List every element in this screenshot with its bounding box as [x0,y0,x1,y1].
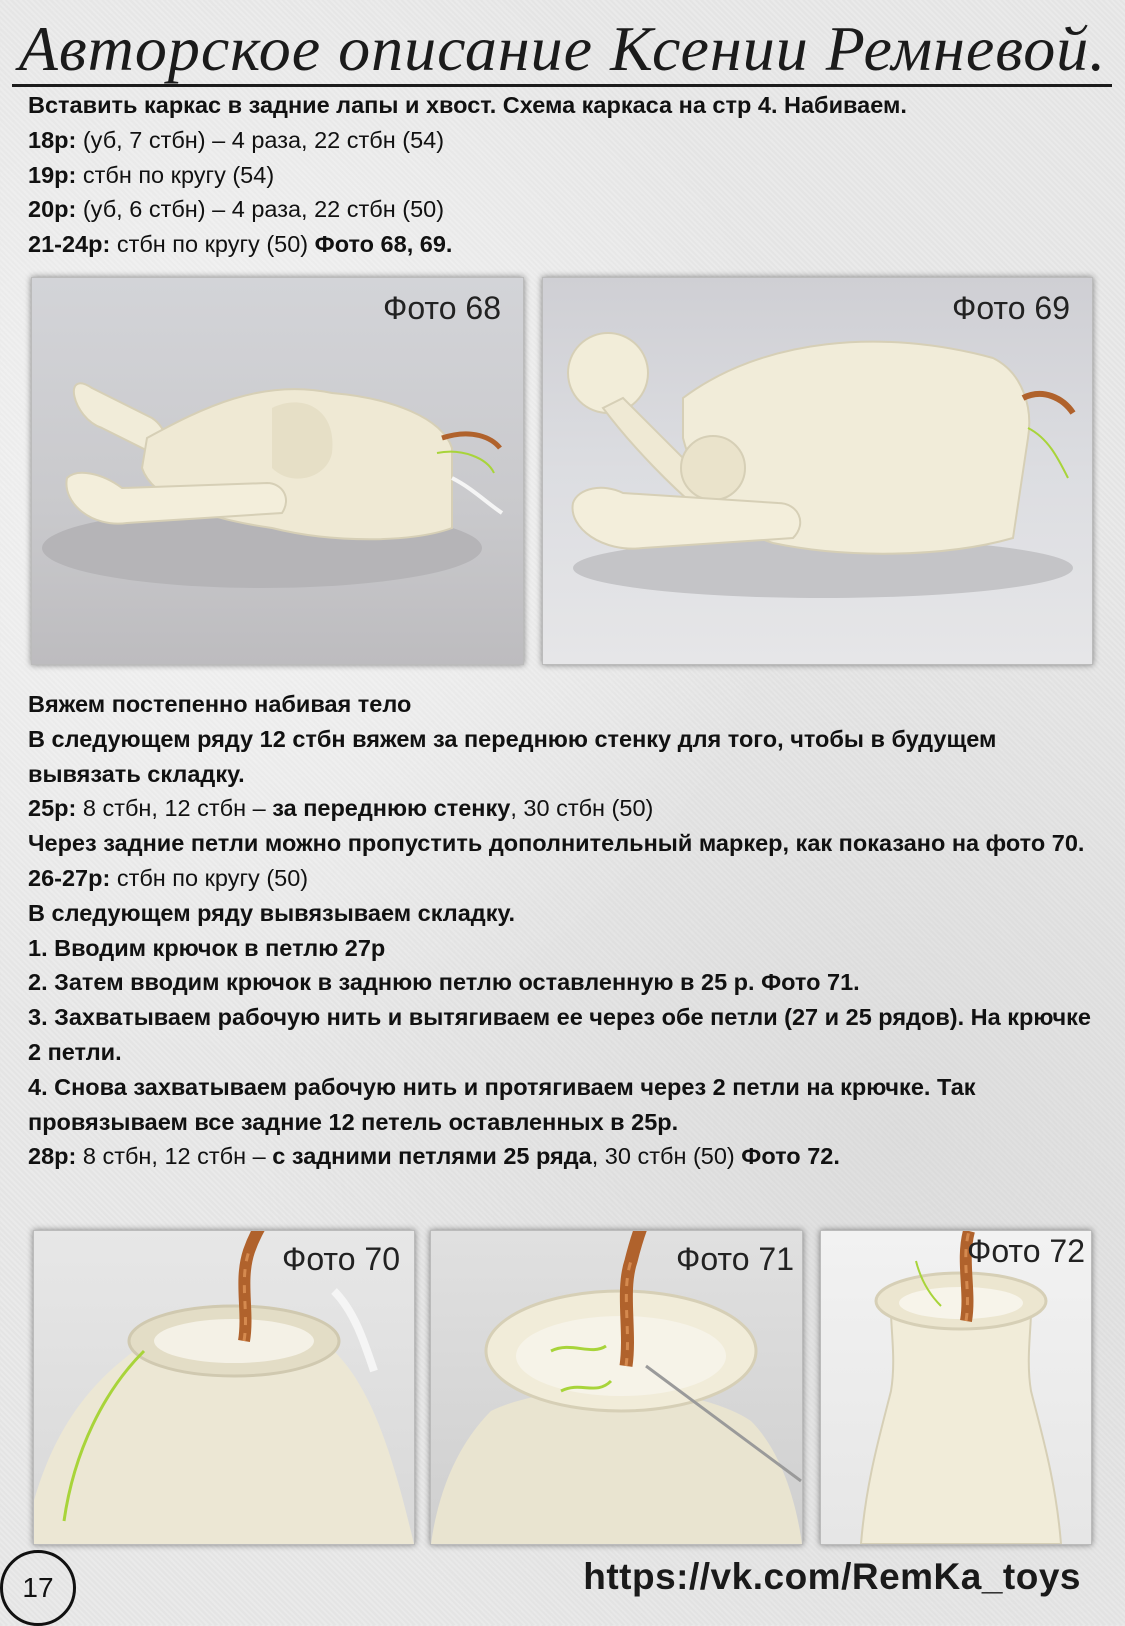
instruction-line [28,722,1098,792]
instruction-text: 20р: [28,196,77,223]
instruction-text: 21-24р: [28,231,111,258]
instruction-line [28,687,1098,722]
instruction-text: Фото 72. [741,1143,840,1170]
photo-69 [542,277,1093,665]
photo-70-label: Фото 70 [282,1241,400,1277]
instruction-line [28,88,1098,123]
footer-vk-link[interactable]: https://vk.com/RemKa_toys [583,1556,1081,1597]
instruction-text: 19р: [28,161,77,188]
instruction-line [28,192,1098,227]
photo-72 [820,1230,1092,1545]
instruction-text: , 30 стбн (50) [510,795,654,822]
instruction-text: , 30 стбн (50) [591,1143,742,1170]
title-underline [12,84,1112,87]
instruction-text: 28р: [28,1143,77,1170]
photo-68 [31,277,524,665]
photo-72-label: Фото 72 [967,1233,1085,1269]
instruction-text: с задними петлями 25 ряда [272,1143,592,1170]
page-title: Авторское описание Ксении Ремневой. [18,13,1107,84]
photo-70 [33,1230,415,1545]
instruction-line [28,965,1098,1000]
instruction-line [28,1139,1098,1174]
instruction-line [28,826,1098,861]
instruction-text: 8 стбн, 12 стбн – [76,1143,273,1170]
instruction-text: В следующем ряду 12 стбн вяжем за переднюю стенку для того, чтобы в будущем вывязать складку. [28,725,997,787]
instruction-text: за переднюю стенку [272,795,511,822]
photo-69-image [543,278,1092,664]
instruction-text: 25р: [28,795,77,822]
instruction-text: 1. Вводим крючок в петлю 27р [28,934,386,961]
instruction-text: Через задние петли можно пропустить дополнительный маркер, как показано на фото 70. [28,830,1085,857]
page-number: 17 [22,1572,54,1603]
instruction-text: (уб, 6 стбн) – 4 раза, 22 стбн (50) [76,196,445,223]
photo-71 [430,1230,803,1545]
instruction-text: В следующем ряду вывязываем складку. [28,899,515,926]
instruction-text: Вяжем постепенно набивая тело [28,691,412,717]
photo-69-label: Фото 69 [952,290,1070,326]
instruction-text: Фото 68, 69. [314,231,453,258]
instruction-line [28,861,1098,896]
instruction-text: 26-27р: [28,864,111,891]
instructions-block-1 [28,88,1098,262]
instruction-text: стбн по кругу (50) [110,864,309,891]
instruction-text: Вставить каркас в задние лапы и хвост. Схема каркаса на стр 4. Набиваем. [28,92,907,118]
instruction-line [28,1000,1098,1070]
instruction-line [28,123,1098,158]
instruction-line [28,227,1098,262]
instructions-block-2 [28,687,1098,1174]
instruction-line [28,931,1098,966]
instruction-text: стбн по кругу (54) [76,161,275,188]
instruction-text: 8 стбн, 12 стбн – [76,795,273,822]
instruction-line [28,791,1098,826]
instruction-line [28,1070,1098,1140]
instruction-text: стбн по кругу (50) [110,231,315,258]
instruction-line [28,896,1098,931]
photo-72-image [821,1231,1091,1544]
instruction-text: 4. Снова захватываем рабочую нить и протягиваем через 2 петли на крючке. Так провязываем все задние 12 петель оставленных в 25р. [28,1073,976,1135]
instruction-line [28,158,1098,193]
photo-68-image [32,278,523,664]
instruction-text: 18р: [28,126,77,153]
instruction-text: 2. Затем вводим крючок в заднюю петлю оставленную в 25 р. Фото 71. [28,969,860,996]
photo-68-label: Фото 68 [383,290,501,326]
instruction-text: 3. Захватываем рабочую нить и вытягиваем ее через обе петли (27 и 25 рядов). На крючке 2 петли. [28,1004,1091,1065]
photo-71-label: Фото 71 [676,1241,794,1277]
instruction-text: (уб, 7 стбн) – 4 раза, 22 стбн (54) [76,126,445,153]
